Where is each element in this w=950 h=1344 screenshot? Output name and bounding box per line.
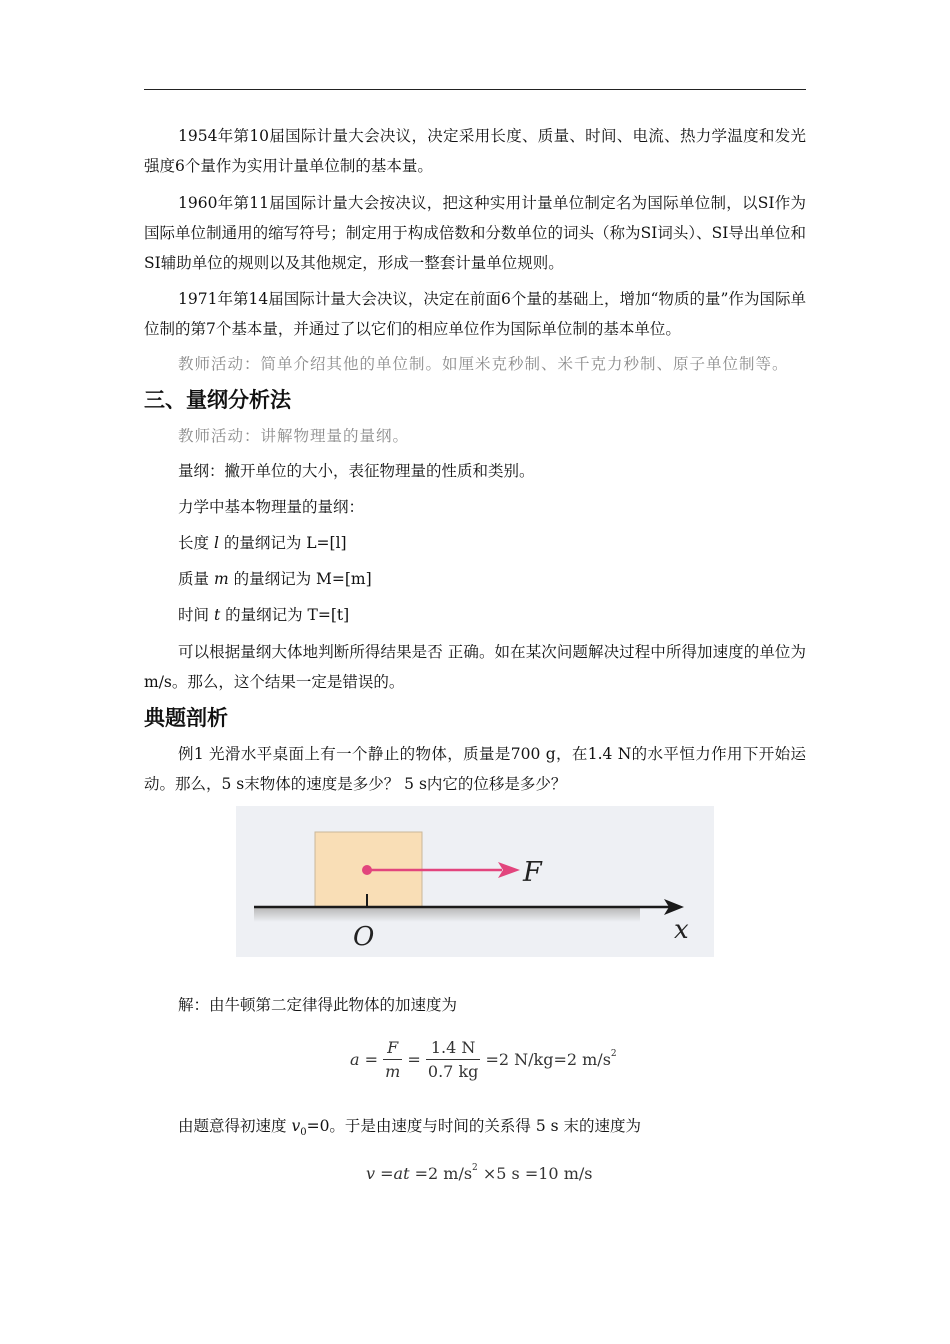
- eq1-equals-b: =: [402, 1050, 421, 1069]
- section-heading-examples: 典题剖析: [144, 706, 228, 730]
- eq1-result: =2 N/kg=2 m/s: [480, 1050, 611, 1069]
- teacher-activity-units: 教师活动：简单介绍其他的单位制。如厘米克秒制、米千克力秒制、原子单位制等。: [178, 355, 789, 373]
- fraction-value-numerator: 1.4 N: [426, 1037, 480, 1060]
- fraction-f-over-m: [383, 1037, 402, 1084]
- initial-var: v: [291, 1117, 301, 1135]
- initial-suffix: =0。于是由速度与时间的关系得 5 s 末的速度为: [306, 1117, 642, 1135]
- base-dimensions-intro: 力学中基本物理量的量纲：: [178, 498, 365, 516]
- paragraph-1971: 1971年第14届国际计量大会决议，决定在前面6个量的基础上，增加“物质的量”作为国际单位制的第7个基本量，并通过了以它们的相应单位作为国际单位制的基本单位。: [144, 290, 806, 338]
- length-suffix: 的量纲记为 L=[l]: [218, 534, 347, 552]
- mass-prefix: 质量: [178, 570, 214, 588]
- x-axis-label: x: [674, 915, 689, 945]
- dimension-judgement-paragraph: 可以根据量纲大体地判断所得结果是否 正确。如在某次问题解决过程中所得加速度的单位为m/s。那么，这个结果一定是错误的。: [144, 643, 806, 691]
- velocity-equation: [366, 1163, 592, 1183]
- eq2-mid: =2 m/s: [409, 1164, 473, 1183]
- eq1-lhs: a: [350, 1050, 360, 1069]
- fraction-values: [426, 1037, 480, 1084]
- dimension-definition: 量纲：撇开单位的大小，表征物理量的性质和类别。: [178, 462, 535, 480]
- eq2-exponent: 2: [472, 1163, 478, 1173]
- header-rule: [144, 89, 806, 90]
- fraction-m-denominator: m: [385, 1062, 401, 1081]
- initial-prefix: 由题意得初速度: [178, 1117, 292, 1135]
- eq2-at: at: [393, 1164, 410, 1183]
- force-application-point: [362, 865, 372, 875]
- eq1-result-exponent: 2: [610, 1049, 617, 1059]
- eq2-equals: =: [375, 1164, 394, 1183]
- force-diagram-svg: [236, 806, 714, 957]
- eq2-lhs: v: [366, 1164, 376, 1183]
- initial-sub: 0: [300, 1127, 307, 1139]
- origin-label: O: [353, 922, 375, 952]
- acceleration-equation: [350, 1037, 617, 1084]
- paragraph-1954: 1954年第10届国际计量大会决议，决定采用长度、质量、时间、电流、热力学温度和发光强度6个量作为实用计量单位制的基本量。: [144, 127, 806, 175]
- teacher-activity-dimension: 教师活动：讲解物理量的量纲。: [178, 427, 410, 445]
- eq1-equals-a: =: [359, 1050, 379, 1069]
- fraction-value-denominator: 0.7 kg: [427, 1062, 479, 1081]
- length-prefix: 长度: [178, 534, 214, 552]
- mass-suffix: 的量纲记为 M=[m]: [228, 570, 372, 588]
- force-diagram-figure: [236, 806, 714, 957]
- time-prefix: 时间: [178, 606, 214, 624]
- example-1-problem: 例1 光滑水平桌面上有一个静止的物体，质量是700 g，在1.4 N的水平恒力作用下开始运动。那么，5 s末物体的速度是多少？ 5 s内它的位移是多少？: [144, 745, 806, 793]
- solution-intro: 解：由牛顿第二定律得此物体的加速度为: [178, 996, 458, 1014]
- time-suffix: 的量纲记为 T=[t]: [220, 606, 350, 624]
- time-var: t: [213, 606, 221, 624]
- mass-dimension: [178, 567, 372, 591]
- fraction-f-numerator: F: [383, 1037, 402, 1060]
- length-var: l: [213, 534, 219, 552]
- force-label: F: [523, 857, 542, 888]
- time-dimension: [178, 603, 349, 627]
- ground-shadow: [254, 908, 640, 922]
- eq2-rest: ×5 s =10 m/s: [477, 1164, 593, 1183]
- length-dimension: [178, 531, 347, 555]
- section-heading-dimension-analysis: 三、量纲分析法: [144, 388, 291, 412]
- mass-var: m: [213, 570, 229, 588]
- paragraph-1960: 1960年第11届国际计量大会按决议，把这种实用计量单位制定名为国际单位制，以SI作为国际单位制通用的缩写符号；制定用于构成倍数和分数单位的词头（称为SI词头）、SI导出单位和SI辅助单位的规则以及其他规定，形成一整套计量单位规则。: [144, 194, 806, 272]
- initial-velocity-statement: [178, 1114, 641, 1145]
